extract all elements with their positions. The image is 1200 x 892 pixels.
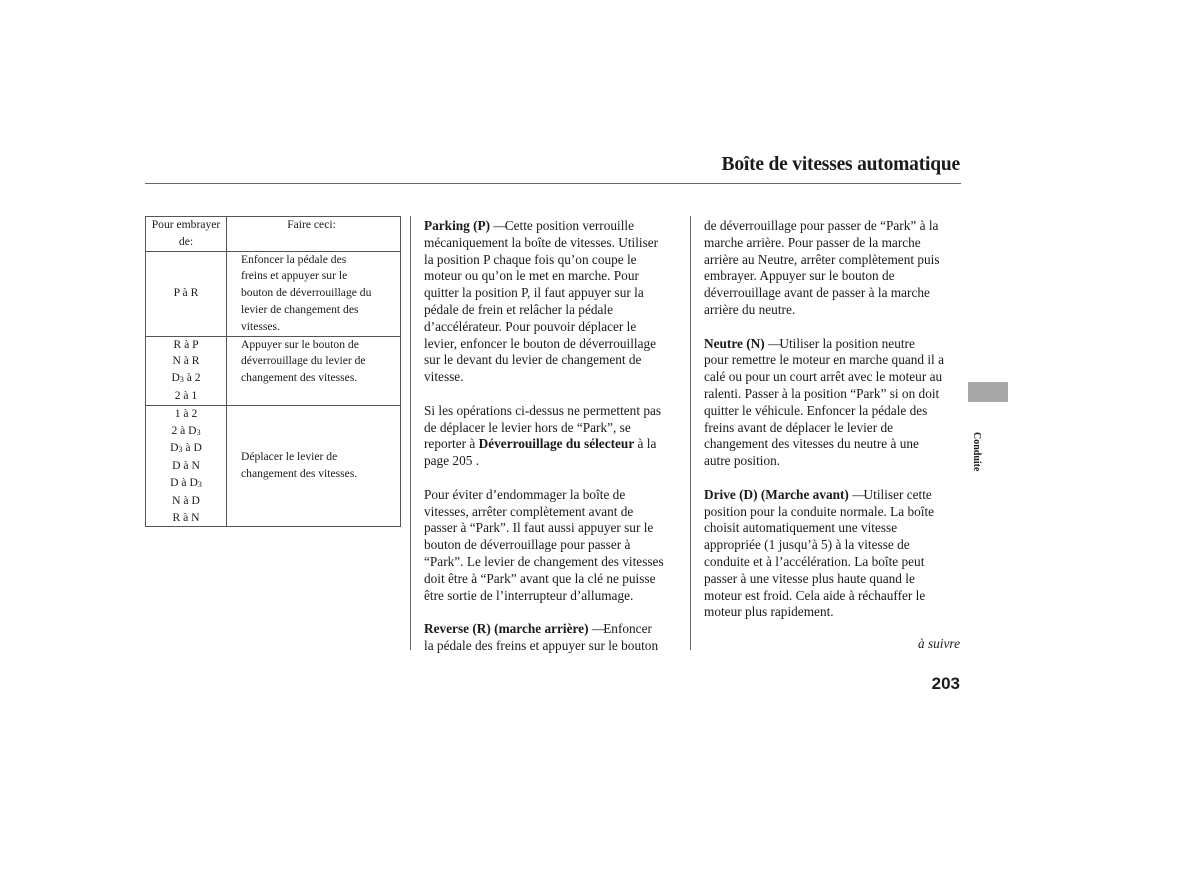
text-line: vitesses, arrêter complètement avant de — [424, 503, 634, 519]
text-line: déverrouillage avant de passer à la marche — [704, 285, 930, 301]
text-line: moteur ou qu’on le met en marche. Pour — [424, 268, 639, 284]
paragraph-drive: Drive (D) (Marche avant) — Utiliser cette position pour la conduite normale. La boîte choisit automatiquement une vitesse appropriée (1 jusqu’à 5) à la vitesse de conduite et à l’accélération. La boîte peut passer à une vitesse plus haute quand le moteur est froid. Cela aide à réchauffer le moteur plus rapidement. — [704, 487, 966, 621]
text-line: pour remettre le moteur en marche quand il a — [704, 352, 944, 368]
column-divider — [410, 216, 411, 650]
gear-transition: R à P — [173, 337, 199, 351]
table-row — [146, 405, 401, 527]
text-line: pédale de frein et relâcher la pédale — [424, 301, 613, 317]
text-line: changement des vitesses du neutre à une — [704, 436, 919, 452]
text-line: vitesse. — [424, 369, 464, 385]
gear-transition: 2 à D3 — [171, 423, 201, 437]
paragraph-avoid-damage — [424, 487, 686, 605]
table-cell-action — [227, 405, 401, 527]
action-line: changement des vitesses. — [241, 371, 358, 385]
term-neutral: Neutre (N) — [704, 335, 765, 351]
table-cell-action — [227, 251, 401, 336]
text-line: arrière du neutre. — [704, 301, 796, 317]
term-drive: Drive (D) (Marche avant) — [704, 486, 849, 502]
text-line: autre position. — [704, 453, 781, 469]
text-line: page 205 . — [424, 453, 480, 469]
table-cell-from — [146, 251, 227, 336]
text-line: arrière au Neutre, arrêter complètement puis — [704, 251, 940, 267]
text-line: levier, enfoncer le bouton de déverrouillage — [424, 335, 657, 351]
table-row — [146, 251, 401, 336]
gear-transition: 1 à 2 — [174, 406, 198, 420]
text-line: freins avant de déplacer le levier de — [704, 419, 894, 435]
paragraph-reverse-continued — [704, 218, 966, 319]
gear-transition: D3 à D — [170, 441, 202, 455]
action-line: bouton de déverrouillage du — [241, 286, 372, 300]
text-line: mécaniquement la boîte de vitesses. Utiliser — [424, 234, 659, 250]
term-reverse: Reverse (R) (marche arrière) — [424, 621, 589, 637]
paragraph-reverse: Reverse (R) (marche arrière) — Enfoncer la pédale des freins et appuyer sur le bouton — [424, 621, 686, 655]
text-line: Cette position verrouille — [504, 218, 635, 233]
text-line: être sortie de l’interrupteur d’allumage. — [424, 587, 634, 603]
text-line: Utiliser cette — [863, 486, 932, 502]
title-divider — [145, 183, 961, 184]
text-line: sur le devant du levier de changement de — [424, 352, 642, 368]
continued-note: à suivre — [918, 636, 960, 651]
gear-transition: D à N — [172, 459, 200, 473]
table-cell-from — [146, 336, 227, 405]
text-line: de déplacer le levier hors de “Park”, se — [424, 419, 631, 435]
gear-transition: N à D — [172, 493, 200, 507]
text-line: quitter la position P, il faut appuyer sur la — [424, 285, 644, 301]
section-tab-label: Conduite — [971, 432, 982, 472]
text-line: Pour éviter d’endommager la boîte de — [424, 486, 626, 502]
table-cell-action — [227, 336, 401, 405]
cross-reference-link[interactable]: Déverrouillage du sélecteur — [478, 436, 635, 452]
gear-transition: N à R — [172, 354, 200, 368]
text-line: ralenti. Passer à la position “Park” si on doit — [704, 385, 940, 401]
gear-transition: 2 à 1 — [174, 388, 198, 402]
text-line: de déverrouillage pour passer de “Park” à la — [704, 218, 939, 233]
table-row — [146, 336, 401, 405]
page-title: Boîte de vitesses automatique — [721, 154, 960, 175]
text-line: la pédale des freins et appuyer sur le bouton — [424, 637, 659, 653]
paragraph-parking: Parking (P) — Cette position verrouille mécaniquement la boîte de vitesses. Utiliser la position P chaque fois qu’on coupe le moteur ou qu’on le met en marche. Pour quitter la position P, il faut appuyer sur la pédale de frein et relâcher la pédale d’accélérateur. Pour pouvoir déplacer le levier, enfoncer le bouton de déverrouillage sur le devant du levier de changement de vitesse. — [424, 218, 686, 386]
action-line: freins et appuyer sur le — [241, 269, 348, 283]
text-line: appropriée (1 jusqu’à 5) à la vitesse de — [704, 537, 910, 553]
action-line: levier de changement des — [241, 302, 359, 316]
text-line: passer à “Park”. Il faut aussi appuyer sur le — [424, 520, 654, 536]
text-line: “Park”. Le levier de changement des vitesses — [424, 553, 664, 569]
text-line: passer à une vitesse plus haute quand le — [704, 570, 915, 586]
table-cell-from — [146, 405, 227, 527]
page-number: 203 — [931, 674, 960, 693]
paragraph-selector-release — [424, 403, 686, 470]
text-line: moteur est froid. Cela aide à réchauffer le — [704, 587, 926, 603]
section-tab-marker — [968, 382, 1008, 402]
text-line: Enfoncer — [603, 621, 652, 637]
text-line: d’accélérateur. Pour pouvoir déplacer le — [424, 318, 637, 334]
table-header-from-line: Pour embrayer — [151, 218, 221, 231]
gear-transition: D3 à 2 — [171, 371, 201, 385]
paragraph-neutral: Neutre (N) — Utiliser la position neutre pour remettre le moteur en marche quand il a calé ou pour un court arrêt avec le moteur au ralenti. Passer à la position “Park” si on doit quitter le véhicule. Enfoncer la pédale des freins avant de déplacer le levier de changement des vitesses du neutre à une autre position. — [704, 336, 966, 470]
action-line: Enfoncer la pédale des — [241, 252, 347, 266]
column-divider — [690, 216, 691, 650]
text-line: choisit automatiquement une vitesse — [704, 520, 898, 536]
action-line: Déplacer le levier de — [241, 450, 338, 464]
text-line: position pour la conduite normale. La boîte — [704, 503, 935, 519]
text-line: moteur plus rapidement. — [704, 604, 834, 620]
action-line: déverrouillage du levier de — [241, 354, 366, 368]
gear-transition: R à N — [172, 510, 200, 524]
text-line: quitter le véhicule. Enfoncer la pédale des — [704, 402, 928, 418]
action-line: vitesses. — [241, 319, 280, 333]
text-line: Si les opérations ci-dessus ne permettent pas — [424, 402, 662, 418]
gear-transition: D à D3 — [170, 475, 202, 489]
action-line: Appuyer sur le bouton de — [241, 337, 359, 351]
term-parking: Parking (P) — [424, 218, 491, 233]
text-line: calé ou pour un court arrêt avec le moteur au — [704, 369, 943, 385]
text-column-3 — [704, 218, 966, 638]
text-line: doit être à “Park” avant que la clé ne puisse — [424, 570, 656, 586]
table-header-action: Faire ceci: — [227, 217, 401, 252]
text-line: embrayer. Appuyer sur le bouton de — [704, 268, 895, 284]
text-fragment: à la — [634, 436, 657, 452]
gear-transition: P à R — [173, 286, 199, 300]
text-line: Utiliser la position neutre — [779, 335, 915, 351]
action-line: changement des vitesses. — [241, 467, 358, 481]
text-column-2 — [424, 218, 686, 672]
text-line: bouton de déverrouillage pour passer à — [424, 537, 631, 553]
gear-shift-table — [145, 216, 401, 527]
text-fragment: reporter à — [424, 436, 479, 452]
table-header-from-line: de: — [178, 234, 194, 248]
text-line: la position P chaque fois qu’on coupe le — [424, 251, 637, 267]
text-line: conduite et à l’accélération. La boîte peut — [704, 553, 925, 569]
text-line: marche arrière. Pour passer de la marche — [704, 234, 921, 250]
table-header-from — [146, 217, 227, 252]
